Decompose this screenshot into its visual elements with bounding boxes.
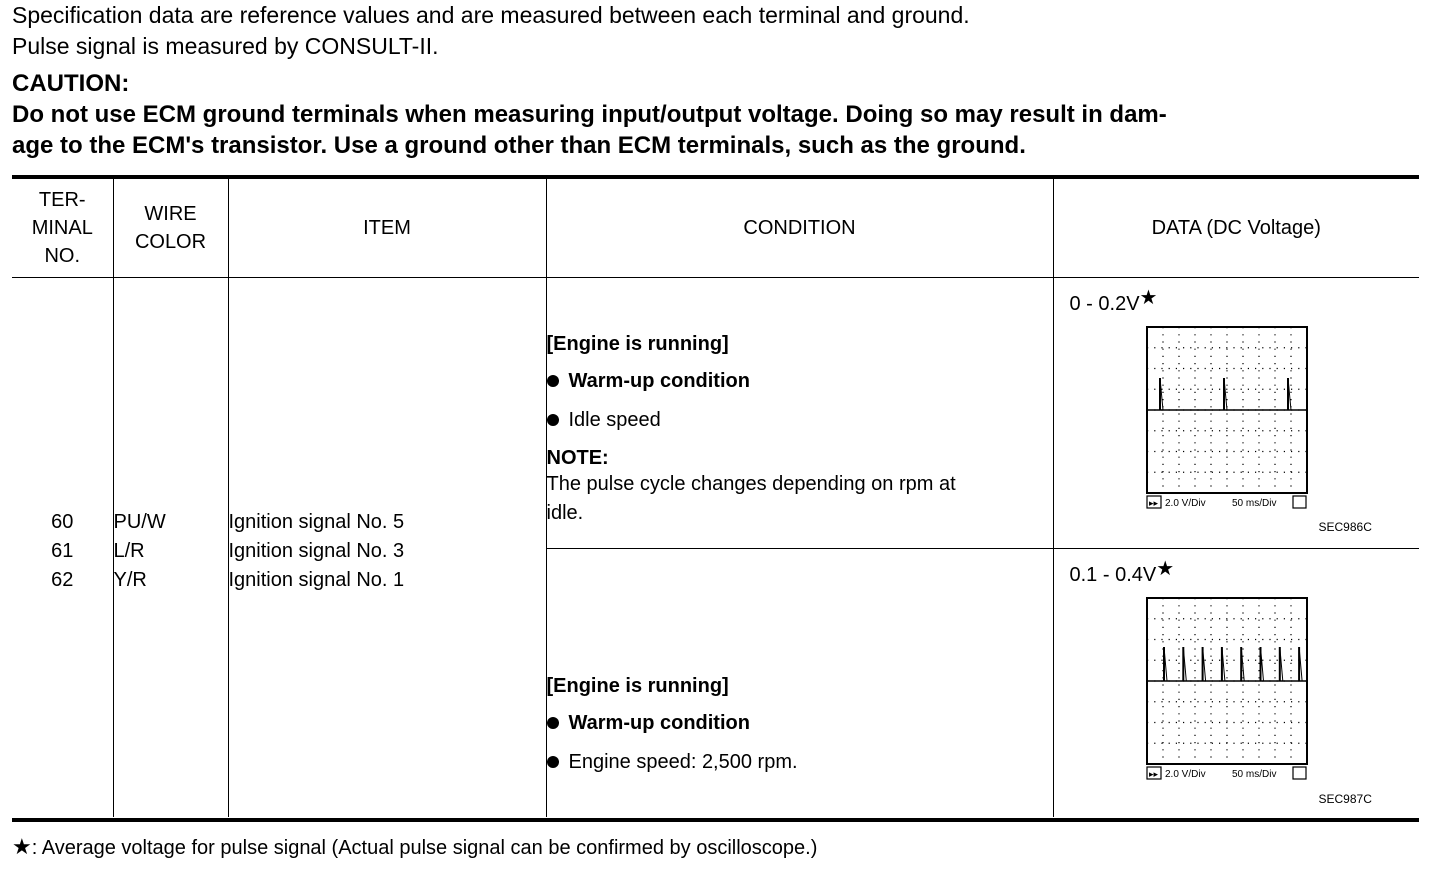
scope-mode-glyph: ▸▸ xyxy=(1148,498,1158,508)
wire-color: Y/R xyxy=(113,569,147,591)
ecm-terminal-table xyxy=(12,179,1419,817)
table-bottom-rule xyxy=(12,818,1419,822)
figure-id: SEC986C xyxy=(1318,520,1372,534)
table-header-row xyxy=(12,179,1419,278)
intro-text xyxy=(12,0,1422,161)
star-icon: ★ xyxy=(1156,558,1175,580)
header-item: ITEM xyxy=(228,179,546,278)
scope-corner-box xyxy=(1293,496,1306,508)
scope-mode-glyph: ▸▸ xyxy=(1148,769,1158,779)
bullet-dot xyxy=(547,414,559,426)
scope-time-scale: 50 ms/Div xyxy=(1231,769,1276,780)
spec-note-line: Specification data are reference values and are measured between each terminal and ground. xyxy=(12,2,970,28)
bullet-dot xyxy=(547,756,559,768)
wire-color: PU/W xyxy=(113,511,166,533)
terminal-no: 62 xyxy=(51,569,74,591)
caution-line-1: Do not use ECM ground terminals when measuring input/output voltage. Doing so may result in dam- xyxy=(12,101,1167,128)
caution-line-2: age to the ECM's transistor. Use a ground other than ECM terminals, such as the ground. xyxy=(12,132,1026,159)
table-row xyxy=(12,278,1419,549)
oscilloscope-trace xyxy=(1146,326,1308,510)
terminal-numbers-cell xyxy=(12,278,113,818)
terminal-no: 61 xyxy=(51,540,74,562)
bullet-dot xyxy=(547,717,559,729)
condition-bullet: Warm-up condition xyxy=(547,369,1053,393)
scope-volt-scale: 2.0 V/Div xyxy=(1164,769,1206,780)
footnote xyxy=(12,834,817,860)
voltage-value: 0.1 - 0.4V★ xyxy=(1069,558,1175,586)
footnote-text: : Average voltage for pulse signal (Actual pulse signal can be confirmed by oscilloscope.) xyxy=(31,837,818,859)
scope-time-scale: 50 ms/Div xyxy=(1231,498,1276,509)
voltage-value: 0 - 0.2V★ xyxy=(1069,287,1158,315)
bullet-dot xyxy=(547,375,559,387)
consult-note-line: Pulse signal is measured by CONSULT-II. xyxy=(12,33,439,59)
condition-cell-2500rpm xyxy=(546,549,1053,818)
condition-title: [Engine is running] xyxy=(546,675,729,697)
condition-title: [Engine is running] xyxy=(546,333,729,355)
terminal-no: 60 xyxy=(51,511,74,533)
header-wire-color: WIRE COLOR xyxy=(113,179,228,278)
oscilloscope-trace xyxy=(1146,597,1308,781)
scope-svg xyxy=(1146,326,1308,510)
scope-corner-box xyxy=(1293,767,1306,779)
item-label: Ignition signal No. 1 xyxy=(228,569,405,591)
star-icon: ★ xyxy=(12,834,32,859)
items-cell xyxy=(228,278,546,818)
header-terminal-no: TER- MINAL NO. xyxy=(12,179,113,278)
scope-svg xyxy=(1146,597,1308,781)
wire-colors-cell xyxy=(113,278,228,818)
item-label: Ignition signal No. 5 xyxy=(228,511,405,533)
header-data: DATA (DC Voltage) xyxy=(1053,179,1419,278)
condition-bullet: Idle speed xyxy=(547,408,1053,432)
condition-bullet: Engine speed: 2,500 rpm. xyxy=(547,750,1053,774)
note-text: The pulse cycle changes depending on rpm at idle. xyxy=(546,473,956,524)
note-heading: NOTE: xyxy=(546,447,609,469)
figure-id: SEC987C xyxy=(1318,792,1372,806)
condition-cell-idle xyxy=(546,278,1053,549)
header-condition: CONDITION xyxy=(546,179,1053,278)
caution-heading: CAUTION: xyxy=(12,70,130,97)
item-label: Ignition signal No. 3 xyxy=(228,540,405,562)
condition-bullet: Warm-up condition xyxy=(547,711,1053,735)
star-icon: ★ xyxy=(1139,287,1158,309)
data-cell-2500rpm xyxy=(1053,549,1419,818)
scope-volt-scale: 2.0 V/Div xyxy=(1164,498,1206,509)
wire-color: L/R xyxy=(113,540,145,562)
data-cell-idle xyxy=(1053,278,1419,549)
caution-text xyxy=(12,99,1422,161)
